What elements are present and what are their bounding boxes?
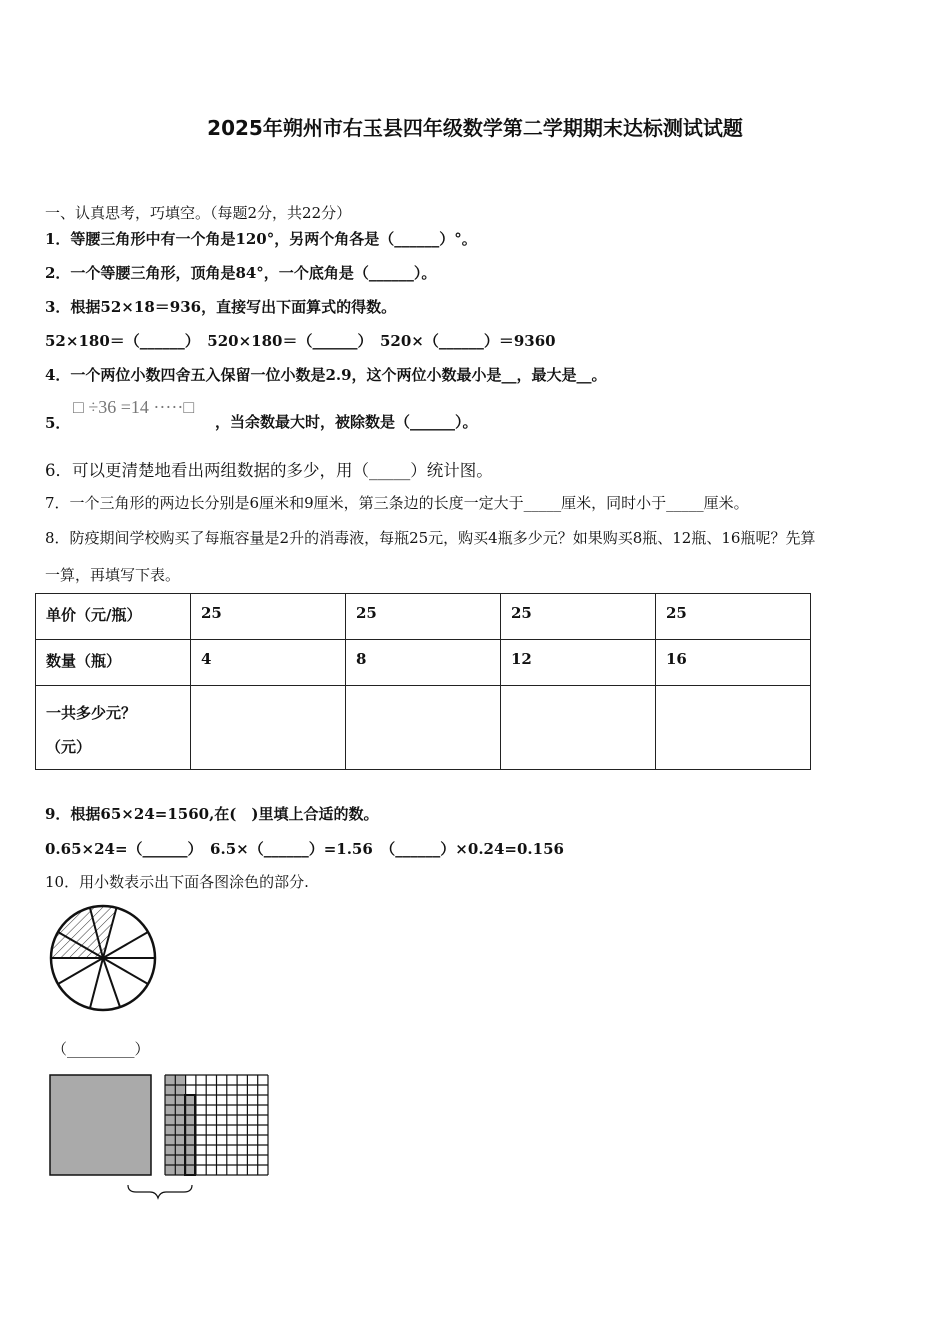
table-cell: 25	[501, 594, 656, 640]
row-label-unit: （元）	[46, 738, 92, 756]
question-4: 4．一个两位小数四舍五入保留一位小数是2.9，这个两位小数最小是__，最大是__。	[45, 366, 607, 384]
answer-cell[interactable]	[191, 686, 346, 770]
table-cell: 12	[501, 640, 656, 686]
table-cell: 25	[191, 594, 346, 640]
division-expression: □ ÷36 =14 ·····□	[73, 397, 195, 417]
question-7: 7．一个三角形的两边长分别是6厘米和9厘米，第三条边的长度一定大于_____厘米，同时小于_____厘米。	[45, 494, 749, 512]
question-8: 8．防疫期间学校购买了每瓶容量是2升的消毒液，每瓶25元，购买4瓶多少元？如果购买8瓶、12瓶、16瓶呢？先算	[45, 529, 816, 547]
question-5: ，当余数最大时，被除数是（______）。	[215, 413, 478, 431]
price-table	[35, 593, 811, 770]
answer-cell[interactable]	[656, 686, 811, 770]
table-row	[36, 686, 811, 770]
question-9-sub: 0.65×24=（______） 6.5×（______）=1.56 （______）×0.24=0.156	[45, 840, 564, 858]
decimal-grid-figure	[45, 1070, 275, 1205]
table-row	[36, 594, 811, 640]
question-9: 9．根据65×24=1560,在( )里填上合适的数。	[45, 805, 379, 823]
table-cell: 25	[656, 594, 811, 640]
question-3-sub: 52×180＝（______） 520×180＝（______） 520×（______）＝9360	[45, 332, 556, 350]
table-cell: 16	[656, 640, 811, 686]
table-row	[36, 640, 811, 686]
table-cell: 8	[346, 640, 501, 686]
table-cell: 数量（瓶）	[36, 640, 191, 686]
pie-circle-figure	[40, 900, 170, 1020]
answer-cell[interactable]	[346, 686, 501, 770]
question-2: 2．一个等腰三角形，顶角是84°，一个底角是（______）。	[45, 264, 437, 282]
question-3: 3．根据52×18＝936，直接写出下面算式的得数。	[45, 298, 397, 316]
question-8-cont: 一算，再填写下表。	[45, 566, 181, 584]
answer-cell[interactable]	[501, 686, 656, 770]
row-label: 一共多少元？	[46, 704, 137, 722]
question-1: 1．等腰三角形中有一个角是120°，另两个角各是（______）°。	[45, 230, 477, 248]
section-heading: 一、认真思考，巧填空。（每题2分，共22分）	[45, 204, 352, 222]
table-cell: 4	[191, 640, 346, 686]
question-5-number: 5．	[45, 414, 71, 432]
question-6: 6．可以更清楚地看出两组数据的多少，用（_____）统计图。	[45, 461, 493, 480]
page-title: 2025年朔州市右玉县四年级数学第二学期期末达标测试试题	[207, 116, 743, 140]
answer-blank: （_________）	[52, 1040, 150, 1058]
table-cell: 单价（元/瓶）	[36, 594, 191, 640]
question-10: 10．用小数表示出下面各图涂色的部分.	[45, 873, 309, 891]
table-cell: 25	[346, 594, 501, 640]
table-cell	[36, 686, 191, 770]
